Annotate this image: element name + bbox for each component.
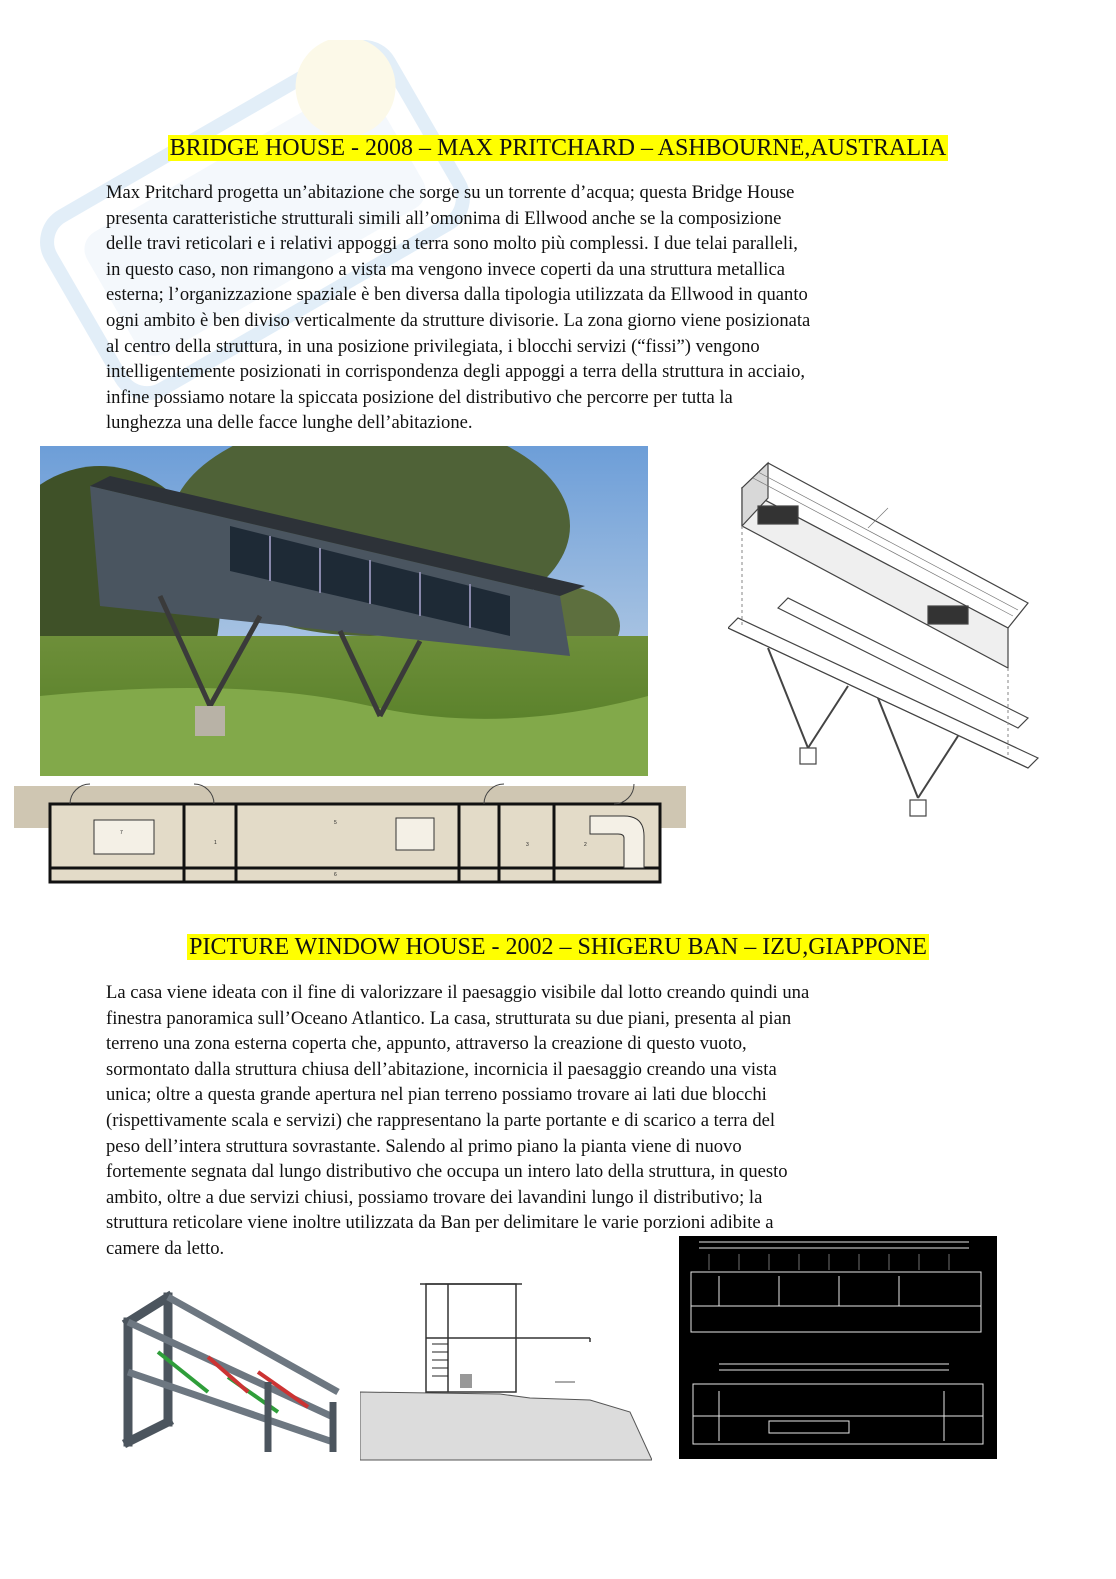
- section2-paragraph: [106, 980, 1001, 1262]
- text-line: Max Pritchard progetta un’abitazione che sorge su un torrente d’acqua; questa Bridge House: [106, 182, 795, 203]
- text-line: peso dell’intera struttura sovrastante. Salendo al primo piano la pianta viene di nuovo: [106, 1135, 742, 1157]
- text-line: ambito, oltre a due servizi chiusi, possiamo trovare dei lavandini lungo il distributivo; la: [106, 1186, 763, 1208]
- text-line: (rispettivamente scala e servizi) che rappresentano la parte portante e di scarico a terra del: [106, 1109, 776, 1131]
- section-drawing: [360, 1282, 652, 1462]
- text-line: finestra panoramica sull’Oceano Atlantico. La casa, strutturata su due piani, presenta al pian: [106, 1007, 792, 1029]
- section1-paragraph: [106, 180, 1001, 436]
- bridge-house-photo: [40, 446, 648, 776]
- text-line: infine possiamo notare la spiccata posizione del distributivo che percorre per tutta la: [106, 386, 733, 408]
- text-line: lunghezza una delle facce lunghe dell’abitazione.: [106, 412, 473, 434]
- text-line: delle travi reticolari e i relativi appoggi a terra sono molto più complessi. I due telai paralleli,: [106, 233, 798, 255]
- text-line: esterna; l’organizzazione spaziale è ben diversa dalla tipologia utilizzata da Ellwood in quanto: [106, 284, 808, 306]
- text-line: terreno una zona esterna coperta che, appunto, attraverso la creazione di questo vuoto,: [106, 1033, 747, 1055]
- text-line: camere da letto.: [106, 1237, 225, 1259]
- text-line: struttura reticolare viene inoltre utilizzata da Ban per delimitare le varie porzioni adibite a: [106, 1212, 774, 1234]
- text-line: unica; oltre a questa grande apertura nel pian terreno possiamo trovare ai lati due blocchi: [106, 1084, 767, 1106]
- section2-title: PICTURE WINDOW HOUSE - 2002 – SHIGERU BAN – IZU,GIAPPONE: [189, 934, 927, 960]
- floor-plans-dark-drawing: [679, 1236, 997, 1459]
- text-line: sormontato dalla struttura chiusa dell’abitazione, incornicia il paesaggio creando una vista: [106, 1058, 777, 1080]
- text-line: fortemente segnata dal lungo distributivo che occupa un intero lato della struttura, in questo: [106, 1161, 788, 1183]
- steel-frame-3d-drawing: [108, 1282, 348, 1454]
- plan-label: 7: [120, 830, 123, 836]
- text-line: presenta caratteristiche strutturali simili all’omonima di Ellwood anche se la composizione: [106, 207, 782, 229]
- text-line: ogni ambito è ben diviso verticalmente da strutture divisorie. La zona giorno viene posizionata: [106, 309, 811, 331]
- plan-label: 1: [214, 840, 217, 846]
- plan-label: 2: [584, 842, 587, 848]
- text-line: La casa viene ideata con il fine di valorizzare il paesaggio visibile dal lotto creando quindi una: [106, 982, 810, 1003]
- section1-title: BRIDGE HOUSE - 2008 – MAX PRITCHARD – ASHBOURNE,AUSTRALIA: [169, 135, 947, 161]
- plan-label: 5: [334, 820, 337, 826]
- floor-plan-drawing: [14, 782, 686, 884]
- plan-label: 6: [334, 872, 337, 878]
- text-line: al centro della struttura, in una posizione privilegiata, i blocchi servizi (“fissi”) vengono: [106, 335, 760, 357]
- plan-label: 3: [526, 842, 529, 848]
- text-line: in questo caso, non rimangono a vista ma vengono invece coperti da una struttura metallica: [106, 258, 785, 280]
- axonometric-drawing: [728, 458, 1044, 828]
- text-line: intelligentemente posizionati in corrispondenza degli appoggi a terra della struttura in acciaio,: [106, 361, 806, 383]
